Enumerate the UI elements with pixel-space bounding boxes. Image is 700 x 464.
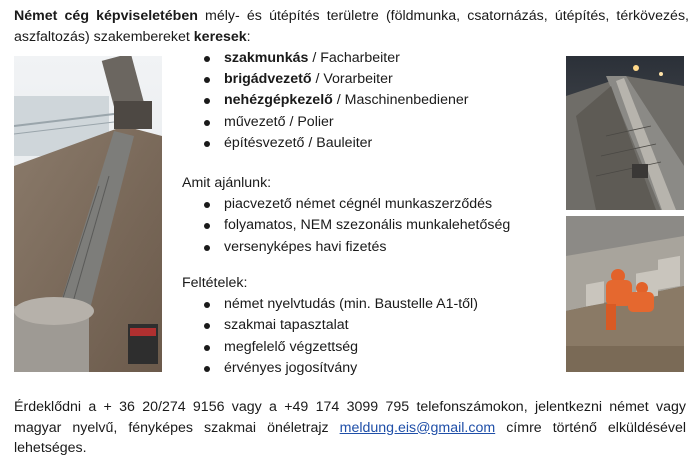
- role-sep: /: [308, 50, 321, 66]
- bullet-icon: [204, 345, 210, 351]
- role-hu: építésvezető: [224, 134, 305, 151]
- role-de: Polier: [297, 113, 334, 130]
- bullet-icon: [204, 56, 210, 62]
- intro-colon: :: [246, 29, 251, 45]
- requirement-item: [202, 358, 478, 379]
- role-item: [202, 69, 468, 90]
- intro-keres: keresek: [193, 29, 247, 45]
- bullet-icon: [204, 120, 210, 126]
- role-item: [202, 48, 468, 69]
- bullet-icon: [204, 223, 210, 229]
- offer-item-text: piacvezető német cégnél munkaszerződés: [224, 196, 493, 213]
- role-de: Facharbeiter: [320, 50, 400, 66]
- role-de: Bauleiter: [316, 134, 373, 151]
- offer-item-text: folyamatos, NEM szezonális munkalehetőség: [224, 217, 511, 234]
- bullet-icon: [204, 302, 210, 308]
- role-hu: szakmunkás: [224, 50, 309, 66]
- bullet-icon: [204, 366, 210, 372]
- intro-lead-text: mély- és útépítés területre (földmunka, csatornázás, útépítés, térkövezés, aszfaltozás) szakembereket: [14, 8, 689, 45]
- bullet-icon: [204, 202, 210, 208]
- intro-lead-bold: Német cég képviseletében: [14, 8, 198, 24]
- roles-list: [202, 48, 468, 154]
- offer-item-text: versenyképes havi fizetés: [224, 238, 387, 255]
- role-hu: művezető: [224, 113, 286, 130]
- email-link[interactable]: meldung.eis@gmail.com: [339, 419, 496, 436]
- excavator-slope-photo: [14, 56, 162, 372]
- requirement-item: [202, 337, 478, 358]
- offer-item: [202, 237, 510, 258]
- contact-text: Érdeklődni a + 36 20/274 9156 vagy a +49 174 3099 795 telefonszámokon, jelentkezni német vagy magyar nyelvű, fényképes szakmai önéletrajz: [14, 399, 686, 436]
- role-sep: /: [304, 134, 317, 151]
- contact-paragraph: [14, 397, 686, 459]
- bullet-icon: [204, 245, 210, 251]
- requirement-item-text: német nyelvtudás (min. Baustelle A1-től): [224, 296, 478, 313]
- bullet-icon: [204, 141, 210, 147]
- role-sep: /: [285, 113, 298, 130]
- role-de: Maschinenbediener: [344, 92, 469, 109]
- offer-heading: Amit ajánlunk:: [182, 175, 272, 191]
- requirements-section: [182, 273, 478, 379]
- role-item: [202, 112, 468, 133]
- requirement-item-text: szakmai tapasztalat: [224, 317, 349, 334]
- requirement-item: [202, 315, 478, 336]
- offer-section: [182, 173, 510, 258]
- intro-paragraph: [14, 6, 689, 48]
- bullet-icon: [204, 323, 210, 329]
- role-hu: brigádvezető: [224, 71, 312, 88]
- contact-text-end: címre történő elküldésével lehetséges.: [14, 419, 686, 456]
- role-de: Vorarbeiter: [323, 71, 393, 88]
- role-item: [202, 90, 468, 111]
- role-sep: /: [311, 71, 324, 88]
- offer-item: [202, 194, 510, 215]
- workers-curb-photo: [566, 216, 684, 372]
- role-hu: nehézgépkezelő: [224, 92, 333, 109]
- role-sep: /: [332, 92, 345, 109]
- bullet-icon: [204, 77, 210, 83]
- requirement-item: [202, 294, 478, 315]
- requirement-item-text: érvényes jogosítvány: [224, 359, 358, 376]
- requirement-item-text: megfelelő végzettség: [224, 338, 359, 355]
- curb-road-photo: [566, 56, 684, 210]
- offer-item: [202, 215, 510, 236]
- bullet-icon: [204, 98, 210, 104]
- role-item: [202, 133, 468, 154]
- requirements-heading: Feltételek:: [182, 275, 248, 291]
